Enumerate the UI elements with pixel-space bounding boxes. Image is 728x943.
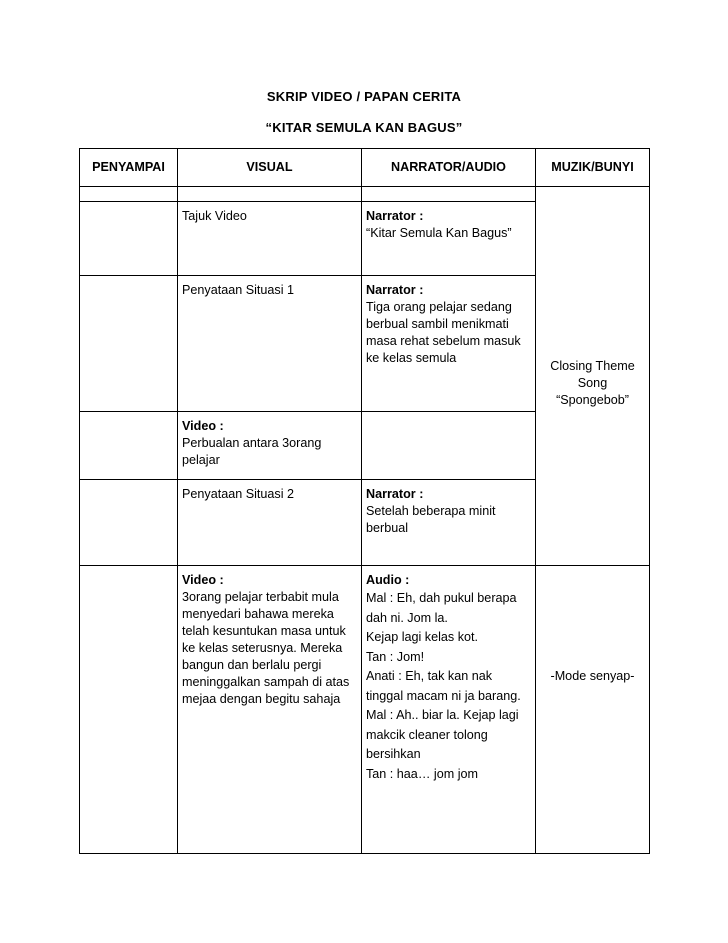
penyampai-cell	[80, 276, 178, 412]
audio-label: Narrator :	[366, 209, 424, 223]
music-cell	[536, 566, 650, 854]
penyampai-cell	[80, 480, 178, 566]
audio-cell	[362, 412, 536, 480]
audio-cell	[362, 566, 536, 854]
music-line: Closing Theme	[550, 358, 635, 373]
visual-cell	[178, 566, 362, 854]
music-line: “Spongebob”	[556, 392, 629, 407]
audio-label: Narrator :	[366, 487, 424, 501]
penyampai-cell	[80, 412, 178, 480]
dialogue-line: Kejap lagi kelas kot.	[366, 630, 479, 644]
document-title: SKRIP VIDEO / PAPAN CERITA	[266, 89, 462, 104]
table-row	[80, 202, 650, 276]
table-header-row	[80, 149, 650, 187]
dialogue-line: Mal : Ah.. biar la. Kejap lagi makcik cleaner tolong bersihkan	[366, 708, 519, 761]
audio-label: Narrator :	[366, 283, 424, 297]
visual-cell	[178, 276, 362, 412]
visual-text: 3orang pelajar terbabit mula menyedari bahawa mereka telah kesuntukan masa untuk ke kelas seterusnya. Mereka bangun dan berlalu pergi meninggalkan sampah di atas mejaa dengan begitu sahaja	[182, 590, 350, 706]
table-row	[80, 566, 650, 854]
dialogue-line: Tan : haa… jom jom	[366, 766, 478, 781]
audio-label: Audio :	[366, 573, 410, 587]
visual-cell	[178, 412, 362, 480]
visual-title: Tajuk Video	[182, 209, 247, 223]
music-cell	[536, 202, 650, 566]
penyampai-cell	[80, 202, 178, 276]
dialogue-line: Anati : Eh, tak kan nak tinggal macam ni ja barang.	[366, 669, 521, 703]
audio-text: Setelah beberapa minit berbual	[366, 504, 496, 535]
visual-title: Penyataan Situasi 2	[182, 487, 295, 501]
column-header-visual: VISUAL	[178, 149, 362, 187]
audio-cell	[362, 480, 536, 566]
audio-text: Tiga orang pelajar sedang berbual sambil menikmati masa rehat sebelum masuk ke kelas semula	[366, 300, 521, 365]
visual-title: Penyataan Situasi 1	[182, 283, 295, 297]
visual-cell	[178, 202, 362, 276]
music-line: -Mode senyap-	[550, 669, 635, 683]
audio-text: “Kitar Semula Kan Bagus”	[366, 226, 512, 240]
dialogue-line: Tan : Jom!	[366, 649, 425, 664]
visual-label: Video :	[182, 573, 224, 587]
column-header-muzik-bunyi: MUZIK/BUNYI	[536, 149, 650, 187]
visual-text: Perbualan antara 3orang pelajar	[182, 436, 322, 467]
penyampai-cell	[80, 566, 178, 854]
dialogue-line: Mal : Eh, dah pukul berapa dah ni. Jom la.	[366, 591, 517, 625]
column-header-narrator-audio: NARRATOR/AUDIO	[362, 149, 536, 187]
visual-label: Video :	[182, 419, 224, 433]
column-header-penyampai: PENYAMPAI	[80, 149, 178, 187]
document-subtitle: “KITAR SEMULA KAN BAGUS”	[265, 120, 463, 135]
visual-cell	[178, 480, 362, 566]
audio-cell	[362, 202, 536, 276]
storyboard-table	[79, 148, 650, 854]
audio-cell	[362, 276, 536, 412]
music-line: Song	[577, 375, 608, 390]
